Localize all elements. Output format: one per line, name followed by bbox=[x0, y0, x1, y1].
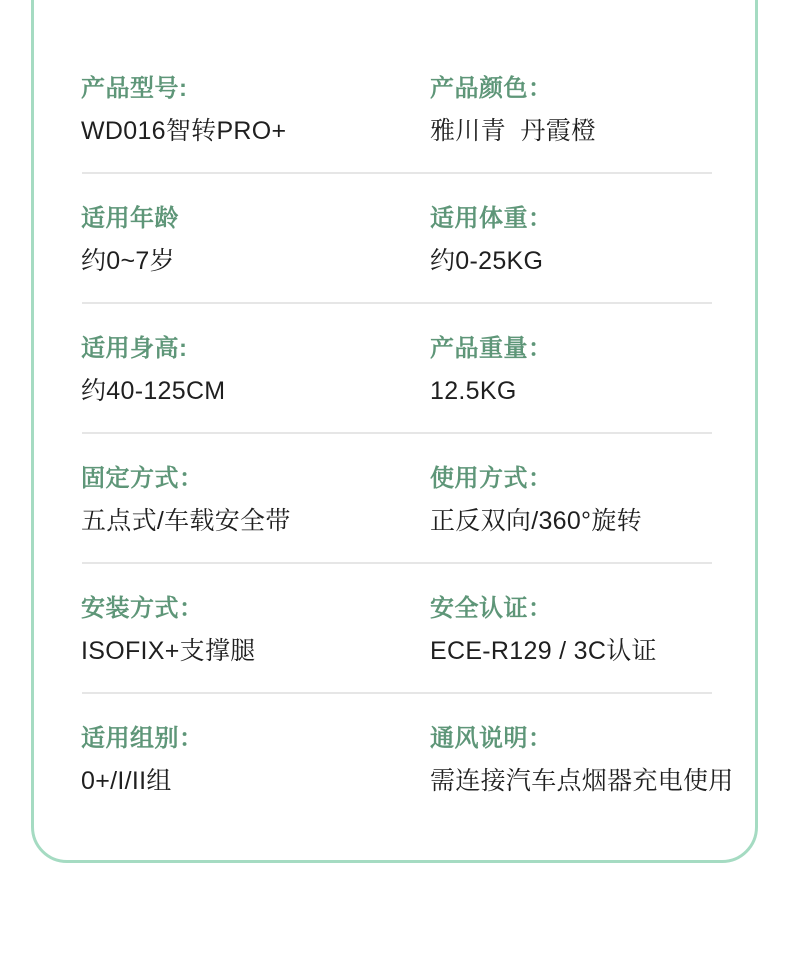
spec-value: 雅川青 丹霞橙 bbox=[430, 117, 597, 145]
spec-label: 固定方式： bbox=[81, 465, 204, 492]
spec-label: 通风说明： bbox=[430, 725, 553, 752]
divider bbox=[82, 172, 712, 174]
spec-value: 约0-25KG bbox=[430, 247, 544, 275]
spec-value: ISOFIX+支撑腿 bbox=[81, 637, 256, 665]
spec-cell-applicable-weight bbox=[430, 207, 740, 276]
spec-value: WD016智转PRO+ bbox=[81, 117, 287, 145]
spec-cell-install-method bbox=[81, 597, 421, 666]
spec-value: ECE-R129 / 3C认证 bbox=[430, 637, 657, 665]
spec-cell-product-color bbox=[430, 77, 740, 146]
spec-cell-applicable-group bbox=[81, 727, 421, 796]
spec-label: 适用组别： bbox=[81, 725, 204, 752]
spec-label: 安装方式： bbox=[81, 595, 204, 622]
spec-label: 产品颜色： bbox=[430, 75, 553, 102]
spec-label: 适用年龄 bbox=[81, 205, 179, 232]
spec-cell-applicable-age bbox=[81, 207, 421, 276]
spec-cell-ventilation-note bbox=[430, 727, 740, 796]
spec-label: 产品重量： bbox=[430, 335, 553, 362]
spec-value: 正反双向/360°旋转 bbox=[430, 507, 642, 535]
spec-value: 12.5KG bbox=[430, 377, 517, 405]
divider bbox=[82, 302, 712, 304]
spec-label: 使用方式： bbox=[430, 465, 553, 492]
spec-cell-product-weight bbox=[430, 337, 740, 406]
divider bbox=[82, 562, 712, 564]
spec-value: 约40-125CM bbox=[81, 377, 226, 405]
spec-value: 五点式/车载安全带 bbox=[81, 507, 291, 535]
spec-value: 0+/I/II组 bbox=[81, 767, 172, 795]
spec-label: 适用身高: bbox=[81, 335, 188, 362]
spec-cell-applicable-height bbox=[81, 337, 421, 406]
spec-label: 适用体重： bbox=[430, 205, 553, 232]
spec-value: 约0~7岁 bbox=[81, 247, 175, 275]
spec-cell-usage-method bbox=[430, 467, 740, 536]
spec-cell-product-model bbox=[81, 77, 421, 146]
spec-cell-fixing-method bbox=[81, 467, 421, 536]
spec-cell-safety-certification bbox=[430, 597, 740, 666]
spec-label: 产品型号: bbox=[81, 75, 188, 102]
spec-value: 需连接汽车点烟器充电使用 bbox=[430, 767, 734, 795]
divider bbox=[82, 692, 712, 694]
spec-label: 安全认证： bbox=[430, 595, 553, 622]
divider bbox=[82, 432, 712, 434]
